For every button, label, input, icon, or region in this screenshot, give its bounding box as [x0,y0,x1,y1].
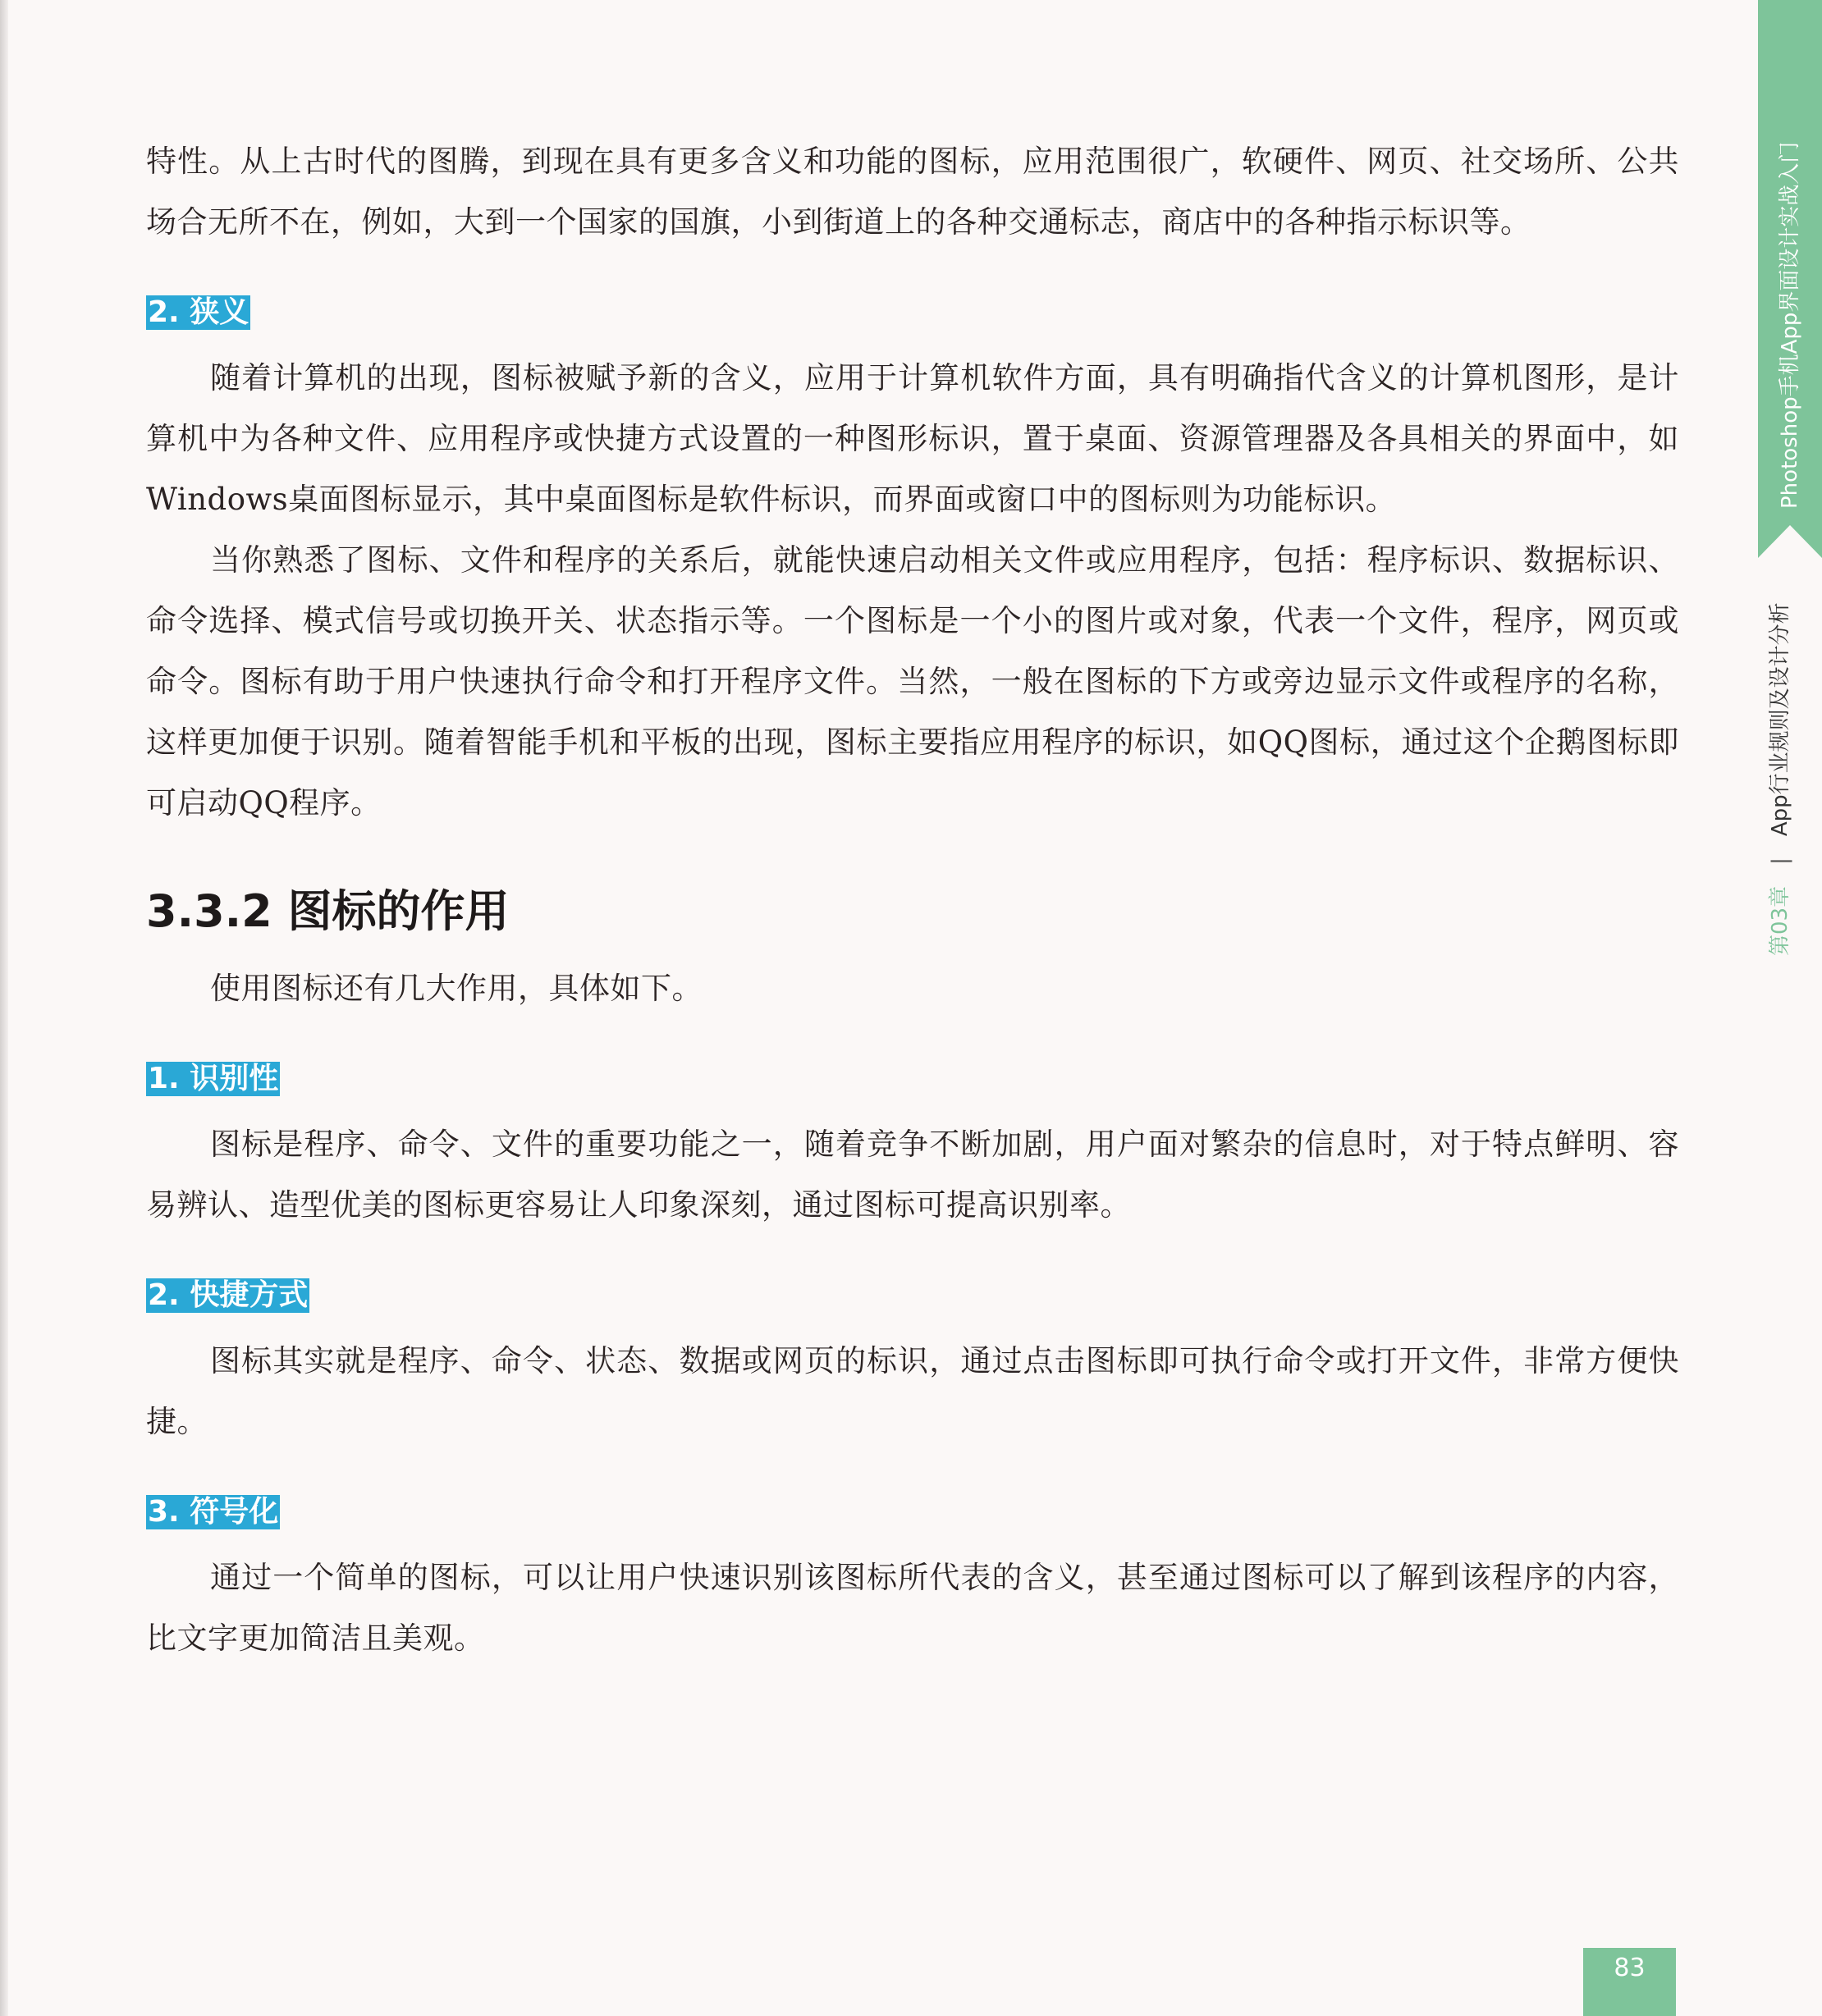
book-spine-shadow [0,0,8,2016]
page-number: 83 [1583,1948,1676,2016]
chapter-divider: | [1768,857,1792,865]
paragraph-intro: 特性。从上古时代的图腾，到现在具有更多含义和功能的图标，应用范围很广，软硬件、网页、社交场所、公共场合无所不在，例如，大到一个国家的国旗，小到街道上的各种交通标志，商店中的各种指示标识等。 [146,144,1679,240]
paragraph-shortcut: 图标其实就是程序、命令、状态、数据或网页的标识，通过点击图标即可执行命令或打开文件，非常方便快捷。 [146,1343,1679,1439]
paragraph-narrow-1: 随着计算机的出现，图标被赋予新的含义，应用于计算机软件方面，具有明确指代含义的计算机图形，是计算机中为各种文件、应用程序或快捷方式设置的一种图形标识，置于桌面、资源管理器及各具相关的界面中，如Windows桌面图标显示，其中桌面图标是软件标识，而界面或窗口中的图标则为功能标识。 [146,360,1679,517]
subheading-recognition-wrap [146,1062,1679,1096]
page-content [146,131,1679,1669]
paragraph-recognition: 图标是程序、命令、文件的重要功能之一，随着竞争不断加剧，用户面对繁杂的信息时，对于特点鲜明、容易辨认、造型优美的图标更容易让人印象深刻，通过图标可提高识别率。 [146,1127,1679,1223]
subheading-narrow-wrap [146,295,1679,330]
book-title-tab-notch [1758,525,1822,558]
paragraph-narrow-2: 当你熟悉了图标、文件和程序的关系后，就能快速启动相关文件或应用程序，包括：程序标识、数据标识、命令选择、模式信号或切换开关、状态指示等。一个图标是一个小的图片或对象，代表一个文件，程序，网页或命令。图标有助于用户快速执行命令和打开程序文件。当然，一般在图标的下方或旁边显示文件或程序的名称，这样更加便于识别。随着智能手机和平板的出现，图标主要指应用程序的标识，如QQ图标，通过这个企鹅图标即可启动QQ程序。 [146,542,1679,821]
chapter-label: 第03章 [1768,885,1792,956]
chapter-marker [1765,602,1796,956]
chapter-topic: App行业规则及设计分析 [1768,602,1792,837]
subheading-shortcut: 2. 快捷方式 [148,1278,309,1312]
paragraph-symbolization: 通过一个简单的图标，可以让用户快速识别该图标所代表的含义，甚至通过图标可以了解到该程序的内容，比文字更加简洁且美观。 [146,1560,1679,1656]
subheading-symbolization: 3. 符号化 [148,1495,279,1529]
paragraph-section-intro: 使用图标还有几大作用，具体如下。 [210,971,703,1006]
section-title: 3.3.2 图标的作用 [146,885,510,937]
subheading-symbolization-wrap [146,1495,1679,1529]
subheading-narrow: 2. 狭义 [148,295,249,329]
book-title: Photoshop手机App界面设计实战入门 [1778,141,1802,509]
subheading-shortcut-wrap [146,1278,1679,1313]
subheading-recognition: 1. 识别性 [148,1062,279,1095]
